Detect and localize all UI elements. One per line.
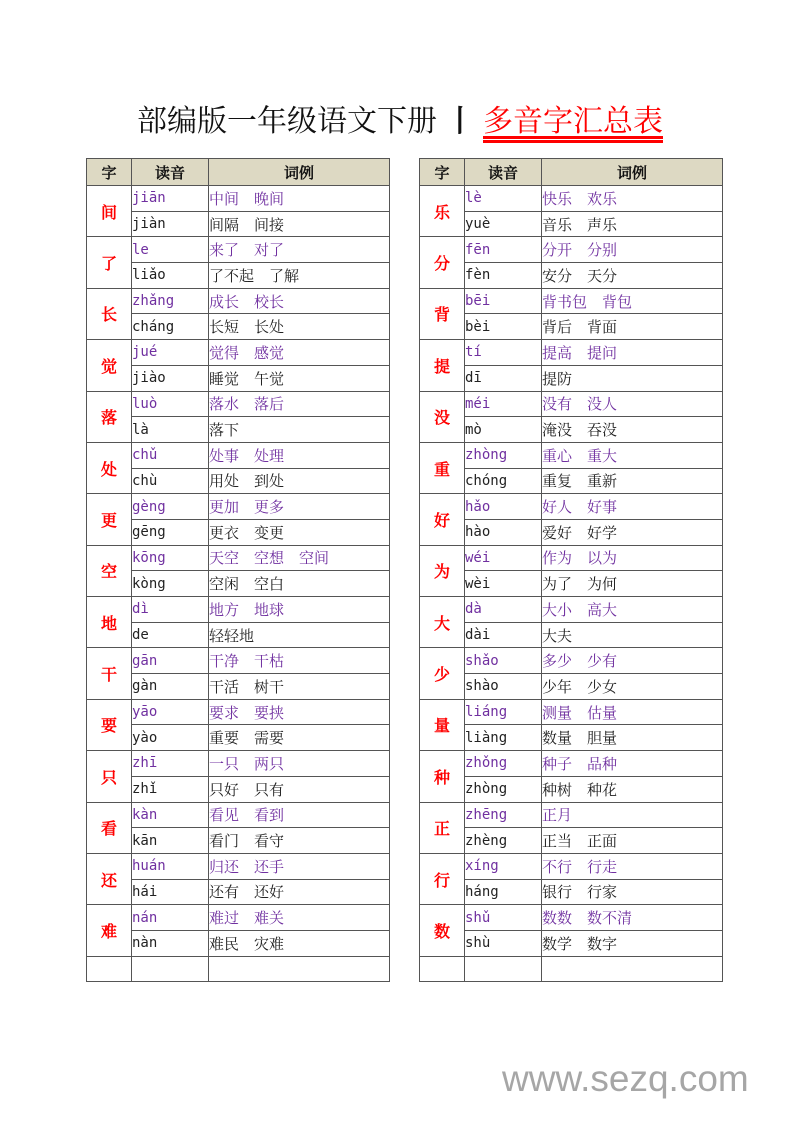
table-row: [87, 674, 390, 700]
example-words-cell: 重要 需要: [209, 725, 390, 751]
table-row: [87, 442, 390, 468]
pinyin-cell: wèi: [465, 571, 542, 597]
example-words-cell: 看门 看守: [209, 828, 390, 854]
table-row: [420, 699, 723, 725]
example-words-cell: 难过 难关: [209, 905, 390, 931]
example-words-cell: 音乐 声乐: [542, 211, 723, 237]
table-row: [420, 417, 723, 443]
example-words-cell: 多少 少有: [542, 648, 723, 674]
polyphone-char: 还: [87, 853, 132, 904]
pinyin-cell: zhòng: [465, 442, 542, 468]
pinyin-cell: zhǐ: [132, 776, 209, 802]
pinyin-cell: mò: [465, 417, 542, 443]
polyphone-table-left: [86, 158, 390, 982]
pinyin-cell: zhēng: [465, 802, 542, 828]
pinyin-cell: liàng: [465, 725, 542, 751]
polyphone-char: 地: [87, 597, 132, 648]
example-words-cell: 了不起 了解: [209, 263, 390, 289]
table-row: [420, 494, 723, 520]
table-row: [87, 776, 390, 802]
table-row: [87, 622, 390, 648]
polyphone-char: 分: [420, 237, 465, 288]
table-row: [420, 288, 723, 314]
table-row: [420, 186, 723, 212]
empty-cell: [542, 956, 723, 982]
table-row: [420, 468, 723, 494]
pinyin-cell: dì: [132, 597, 209, 623]
polyphone-char: 干: [87, 648, 132, 699]
example-words-cell: 轻轻地: [209, 622, 390, 648]
table-row: [87, 211, 390, 237]
table-row: [420, 211, 723, 237]
polyphone-table-right: [419, 158, 723, 982]
polyphone-char: 为: [420, 545, 465, 596]
pinyin-cell: jiān: [132, 186, 209, 212]
example-words-cell: 归还 还手: [209, 853, 390, 879]
empty-cell: [132, 956, 209, 982]
pinyin-cell: jiào: [132, 365, 209, 391]
example-words-cell: 落水 落后: [209, 391, 390, 417]
table-row: [87, 417, 390, 443]
example-words-cell: 少年 少女: [542, 674, 723, 700]
table-row: [420, 828, 723, 854]
table-row: [420, 648, 723, 674]
example-words-cell: 大夫: [542, 622, 723, 648]
example-words-cell: 正月: [542, 802, 723, 828]
example-words-cell: 长短 长处: [209, 314, 390, 340]
example-words-cell: 处事 处理: [209, 442, 390, 468]
pinyin-cell: nán: [132, 905, 209, 931]
example-words-cell: 地方 地球: [209, 597, 390, 623]
pinyin-cell: tí: [465, 340, 542, 366]
header-examples: 词例: [209, 159, 390, 186]
pinyin-cell: cháng: [132, 314, 209, 340]
example-words-cell: 安分 天分: [542, 263, 723, 289]
pinyin-cell: yāo: [132, 699, 209, 725]
example-words-cell: 提防: [542, 365, 723, 391]
example-words-cell: 重心 重大: [542, 442, 723, 468]
polyphone-char: 处: [87, 442, 132, 493]
polyphone-char: 只: [87, 751, 132, 802]
watermark: www.sezq.com: [502, 1058, 749, 1099]
pinyin-cell: yào: [132, 725, 209, 751]
polyphone-char: 少: [420, 648, 465, 699]
table-row: [87, 494, 390, 520]
pinyin-cell: dài: [465, 622, 542, 648]
header-char: 字: [87, 159, 132, 186]
example-words-cell: 落下: [209, 417, 390, 443]
pinyin-cell: zhǒng: [465, 751, 542, 777]
pinyin-cell: jué: [132, 340, 209, 366]
empty-cell: [465, 956, 542, 982]
pinyin-cell: dī: [465, 365, 542, 391]
empty-cell: [420, 956, 465, 982]
polyphone-char: 乐: [420, 186, 465, 237]
example-words-cell: 为了 为何: [542, 571, 723, 597]
example-words-cell: 数量 胆量: [542, 725, 723, 751]
pinyin-cell: huán: [132, 853, 209, 879]
polyphone-char: 好: [420, 494, 465, 545]
example-words-cell: 来了 对了: [209, 237, 390, 263]
table-row: [87, 853, 390, 879]
pinyin-cell: bēi: [465, 288, 542, 314]
table-row: [87, 930, 390, 956]
example-words-cell: 中间 晚间: [209, 186, 390, 212]
table-row: [420, 930, 723, 956]
table-row: [420, 571, 723, 597]
example-words-cell: 没有 没人: [542, 391, 723, 417]
table-row: [87, 186, 390, 212]
pinyin-cell: yuè: [465, 211, 542, 237]
table-row: [420, 597, 723, 623]
table-row: [420, 674, 723, 700]
pinyin-cell: là: [132, 417, 209, 443]
polyphone-char: 正: [420, 802, 465, 853]
pinyin-cell: jiàn: [132, 211, 209, 237]
table-header-row: [420, 159, 723, 186]
polyphone-char: 空: [87, 545, 132, 596]
example-words-cell: 爱好 好学: [542, 519, 723, 545]
table-row: [87, 340, 390, 366]
example-words-cell: 用处 到处: [209, 468, 390, 494]
example-words-cell: 干净 干枯: [209, 648, 390, 674]
example-words-cell: 更衣 变更: [209, 519, 390, 545]
example-words-cell: 淹没 吞没: [542, 417, 723, 443]
pinyin-cell: kōng: [132, 545, 209, 571]
example-words-cell: 难民 灾难: [209, 930, 390, 956]
polyphone-char: 没: [420, 391, 465, 442]
table-header-row: [87, 159, 390, 186]
table-row: [420, 263, 723, 289]
table-row: [420, 391, 723, 417]
pinyin-cell: gān: [132, 648, 209, 674]
pinyin-cell: shǎo: [465, 648, 542, 674]
table-row: [87, 802, 390, 828]
empty-row: [420, 956, 723, 982]
pinyin-cell: méi: [465, 391, 542, 417]
polyphone-char: 看: [87, 802, 132, 853]
pinyin-cell: shù: [465, 930, 542, 956]
table-row: [420, 725, 723, 751]
pinyin-cell: fēn: [465, 237, 542, 263]
example-words-cell: 成长 校长: [209, 288, 390, 314]
polyphone-char: 行: [420, 853, 465, 904]
example-words-cell: 种子 品种: [542, 751, 723, 777]
pinyin-cell: kòng: [132, 571, 209, 597]
table-row: [420, 314, 723, 340]
example-words-cell: 空闲 空白: [209, 571, 390, 597]
pinyin-cell: zhī: [132, 751, 209, 777]
polyphone-char: 长: [87, 288, 132, 339]
pinyin-cell: chóng: [465, 468, 542, 494]
table-row: [87, 879, 390, 905]
pinyin-cell: fèn: [465, 263, 542, 289]
example-words-cell: 睡觉 午觉: [209, 365, 390, 391]
pinyin-cell: hái: [132, 879, 209, 905]
table-row: [420, 545, 723, 571]
pinyin-cell: hǎo: [465, 494, 542, 520]
example-words-cell: 提高 提问: [542, 340, 723, 366]
example-words-cell: 快乐 欢乐: [542, 186, 723, 212]
example-words-cell: 更加 更多: [209, 494, 390, 520]
example-words-cell: 分开 分别: [542, 237, 723, 263]
table-row: [87, 725, 390, 751]
title-highlight: 多音字汇总表: [483, 104, 663, 139]
polyphone-char: 大: [420, 597, 465, 648]
table-row: [87, 288, 390, 314]
header-pinyin: 读音: [132, 159, 209, 186]
example-words-cell: 银行 行家: [542, 879, 723, 905]
table-row: [420, 802, 723, 828]
example-words-cell: 背后 背面: [542, 314, 723, 340]
polyphone-char: 提: [420, 340, 465, 391]
pinyin-cell: kān: [132, 828, 209, 854]
table-row: [87, 545, 390, 571]
table-row: [87, 391, 390, 417]
pinyin-cell: gàn: [132, 674, 209, 700]
pinyin-cell: liǎo: [132, 263, 209, 289]
pinyin-cell: wéi: [465, 545, 542, 571]
table-row: [420, 340, 723, 366]
polyphone-char: 觉: [87, 340, 132, 391]
polyphone-char: 量: [420, 699, 465, 750]
page-title: [0, 96, 800, 140]
table-row: [87, 648, 390, 674]
pinyin-cell: le: [132, 237, 209, 263]
pinyin-cell: shào: [465, 674, 542, 700]
polyphone-char: 重: [420, 442, 465, 493]
polyphone-char: 落: [87, 391, 132, 442]
example-words-cell: 不行 行走: [542, 853, 723, 879]
pinyin-cell: bèi: [465, 314, 542, 340]
example-words-cell: 好人 好事: [542, 494, 723, 520]
example-words-cell: 一只 两只: [209, 751, 390, 777]
empty-cell: [209, 956, 390, 982]
table-row: [87, 597, 390, 623]
table-row: [87, 571, 390, 597]
pinyin-cell: chǔ: [132, 442, 209, 468]
table-body: [420, 186, 723, 982]
table-row: [420, 905, 723, 931]
table-row: [87, 519, 390, 545]
example-words-cell: 数数 数不清: [542, 905, 723, 931]
table-row: [420, 853, 723, 879]
pinyin-cell: luò: [132, 391, 209, 417]
example-words-cell: 背书包 背包: [542, 288, 723, 314]
pinyin-cell: nàn: [132, 930, 209, 956]
example-words-cell: 正当 正面: [542, 828, 723, 854]
table-row: [420, 237, 723, 263]
table-row: [87, 751, 390, 777]
table-row: [87, 263, 390, 289]
header-examples: 词例: [542, 159, 723, 186]
table-row: [87, 905, 390, 931]
polyphone-char: 数: [420, 905, 465, 956]
example-words-cell: 作为 以为: [542, 545, 723, 571]
polyphone-char: 间: [87, 186, 132, 237]
title-separator: 丨: [445, 104, 475, 139]
table-row: [420, 776, 723, 802]
header-pinyin: 读音: [465, 159, 542, 186]
title-main: 部编版一年级语文下册: [137, 104, 437, 139]
polyphone-char: 背: [420, 288, 465, 339]
pinyin-cell: zhèng: [465, 828, 542, 854]
table-row: [420, 622, 723, 648]
example-words-cell: 重复 重新: [542, 468, 723, 494]
pinyin-cell: zhòng: [465, 776, 542, 802]
pinyin-cell: chù: [132, 468, 209, 494]
example-words-cell: 天空 空想 空间: [209, 545, 390, 571]
example-words-cell: 还有 还好: [209, 879, 390, 905]
example-words-cell: 种树 种花: [542, 776, 723, 802]
table-body: [87, 186, 390, 982]
table-row: [87, 237, 390, 263]
table-row: [420, 751, 723, 777]
pinyin-cell: dà: [465, 597, 542, 623]
table-row: [87, 314, 390, 340]
pinyin-cell: zhǎng: [132, 288, 209, 314]
table-row: [420, 519, 723, 545]
polyphone-char: 更: [87, 494, 132, 545]
table-row: [87, 365, 390, 391]
table-row: [87, 828, 390, 854]
example-words-cell: 测量 估量: [542, 699, 723, 725]
example-words-cell: 只好 只有: [209, 776, 390, 802]
empty-cell: [87, 956, 132, 982]
pinyin-cell: kàn: [132, 802, 209, 828]
example-words-cell: 干活 树干: [209, 674, 390, 700]
header-char: 字: [420, 159, 465, 186]
example-words-cell: 要求 要挟: [209, 699, 390, 725]
example-words-cell: 数学 数字: [542, 930, 723, 956]
polyphone-char: 了: [87, 237, 132, 288]
polyphone-char: 难: [87, 905, 132, 956]
example-words-cell: 大小 高大: [542, 597, 723, 623]
table-row: [87, 468, 390, 494]
empty-row: [87, 956, 390, 982]
pinyin-cell: háng: [465, 879, 542, 905]
example-words-cell: 觉得 感觉: [209, 340, 390, 366]
pinyin-cell: gēng: [132, 519, 209, 545]
polyphone-char: 种: [420, 751, 465, 802]
example-words-cell: 间隔 间接: [209, 211, 390, 237]
pinyin-cell: de: [132, 622, 209, 648]
pinyin-cell: gèng: [132, 494, 209, 520]
polyphone-char: 要: [87, 699, 132, 750]
pinyin-cell: liáng: [465, 699, 542, 725]
pinyin-cell: xíng: [465, 853, 542, 879]
pinyin-cell: lè: [465, 186, 542, 212]
example-words-cell: 看见 看到: [209, 802, 390, 828]
pinyin-cell: hào: [465, 519, 542, 545]
pinyin-cell: shǔ: [465, 905, 542, 931]
table-row: [420, 365, 723, 391]
table-row: [420, 879, 723, 905]
table-row: [87, 699, 390, 725]
table-row: [420, 442, 723, 468]
